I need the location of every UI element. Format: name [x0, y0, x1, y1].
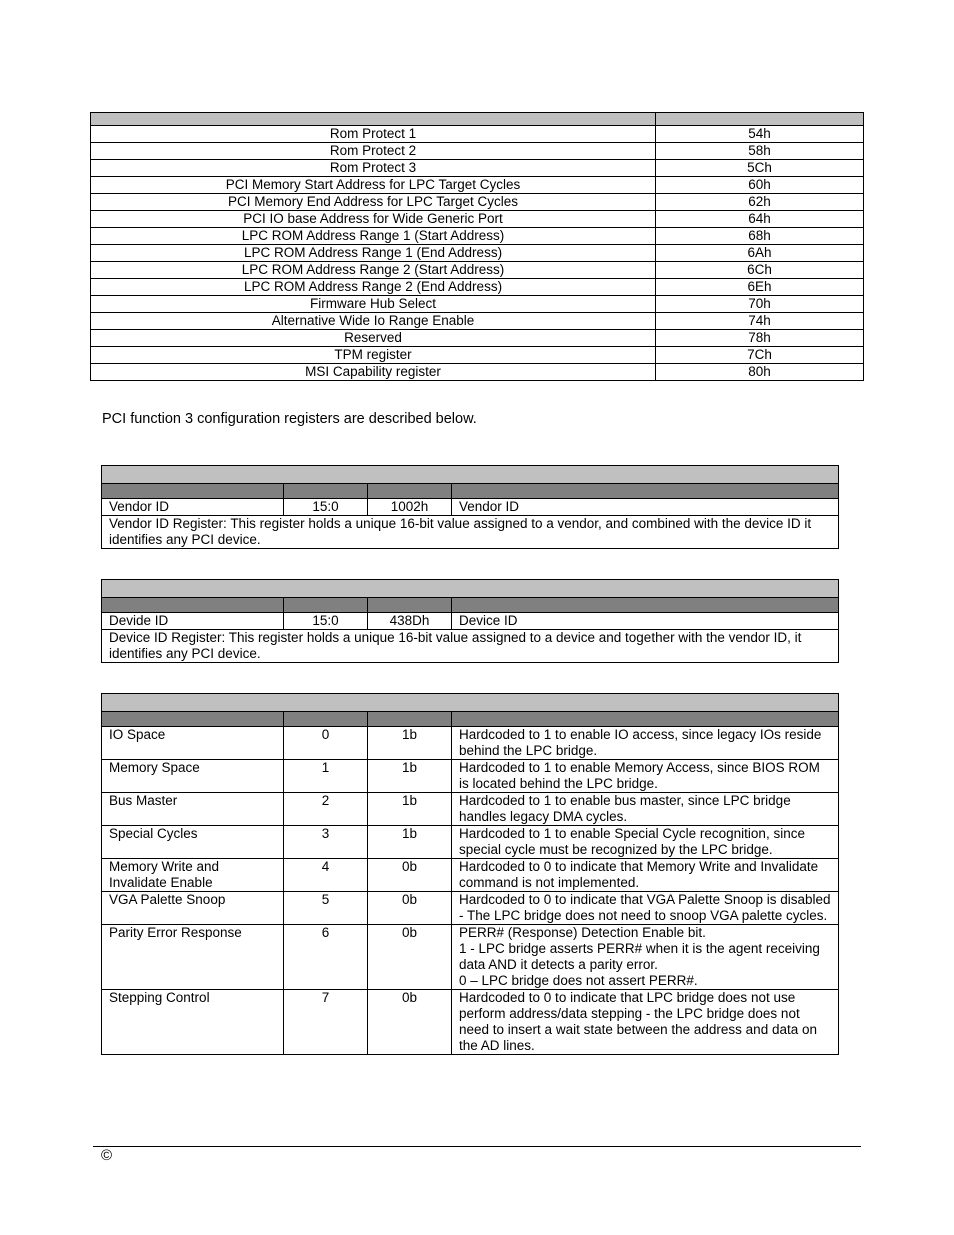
- field-default: 1b: [368, 826, 452, 859]
- register-name: PCI Memory End Address for LPC Target Cycles: [91, 194, 656, 211]
- register-offset: 58h: [656, 143, 864, 160]
- register-name: Firmware Hub Select: [91, 296, 656, 313]
- table-row: [91, 330, 864, 347]
- register-offset: 6Eh: [656, 279, 864, 296]
- table-row: [91, 211, 864, 228]
- table-row: [102, 892, 839, 925]
- field-name: Stepping Control: [102, 990, 284, 1055]
- table-row: [91, 160, 864, 177]
- register-name: Rom Protect 2: [91, 143, 656, 160]
- register-name: Reserved: [91, 330, 656, 347]
- register-offset: 68h: [656, 228, 864, 245]
- field-bit: 7: [284, 990, 368, 1055]
- register-description: Device ID Register: This register holds a unique 16-bit value assigned to a device and together with the vendor ID, it identifies any PCI device.: [102, 630, 839, 663]
- field-description: Hardcoded to 1 to enable bus master, since LPC bridge handles legacy DMA cycles.: [452, 793, 839, 826]
- field-default: 0b: [368, 925, 452, 990]
- field-bit: 1: [284, 760, 368, 793]
- table-row: [102, 859, 839, 892]
- register-map-header-offset: [656, 113, 864, 126]
- table-column-header: [102, 598, 839, 613]
- field-description: Hardcoded to 1 to enable IO access, since legacy IOs reside behind the LPC bridge.: [452, 727, 839, 760]
- register-name: LPC ROM Address Range 2 (End Address): [91, 279, 656, 296]
- field-label: Device ID: [452, 613, 839, 630]
- device-id-table: [101, 579, 839, 663]
- table-row: [102, 516, 839, 549]
- description-line: PERR# (Response) Detection Enable bit.: [459, 925, 706, 940]
- table-row: [91, 364, 864, 381]
- field-name: Memory Write and Invalidate Enable: [102, 859, 284, 892]
- table-row: [91, 194, 864, 211]
- register-name: LPC ROM Address Range 1 (Start Address): [91, 228, 656, 245]
- field-bit: 2: [284, 793, 368, 826]
- table-row: [91, 177, 864, 194]
- table-row: [102, 499, 839, 516]
- table-row: [91, 347, 864, 364]
- register-offset: 54h: [656, 126, 864, 143]
- field-bits: 15:0: [284, 499, 368, 516]
- table-row: [102, 613, 839, 630]
- register-name: Rom Protect 3: [91, 160, 656, 177]
- copyright-symbol: ©: [101, 1147, 113, 1164]
- field-bit: 0: [284, 727, 368, 760]
- register-offset: 60h: [656, 177, 864, 194]
- table-row: [91, 228, 864, 245]
- table-row: [91, 262, 864, 279]
- register-offset: 7Ch: [656, 347, 864, 364]
- field-bit: 3: [284, 826, 368, 859]
- table-row: [91, 143, 864, 160]
- field-bit: 5: [284, 892, 368, 925]
- table-row: [91, 245, 864, 262]
- field-default: 1b: [368, 793, 452, 826]
- register-offset: 80h: [656, 364, 864, 381]
- field-name: Vendor ID: [102, 499, 284, 516]
- register-description: Vendor ID Register: This register holds a unique 16-bit value assigned to a vendor, and combined with the device ID it identifies any PCI device.: [102, 516, 839, 549]
- field-bit: 4: [284, 859, 368, 892]
- table-row: [102, 826, 839, 859]
- table-row: [91, 313, 864, 330]
- field-name: Memory Space: [102, 760, 284, 793]
- footer-divider: [93, 1146, 861, 1147]
- register-name: Rom Protect 1: [91, 126, 656, 143]
- field-description: Hardcoded to 0 to indicate that LPC bridge does not use perform address/data stepping - the LPC bridge does not need to insert a wait state between the address and data on the AD lines.: [452, 990, 839, 1055]
- table-title-bar: [102, 466, 839, 484]
- register-offset: 64h: [656, 211, 864, 228]
- register-offset: 5Ch: [656, 160, 864, 177]
- register-map-header: [91, 113, 864, 126]
- vendor-id-table: [101, 465, 839, 549]
- table-row: [102, 760, 839, 793]
- intro-paragraph: PCI function 3 configuration registers are described below.: [102, 411, 477, 427]
- table-row: [91, 279, 864, 296]
- register-offset: 78h: [656, 330, 864, 347]
- register-name: PCI IO base Address for Wide Generic Port: [91, 211, 656, 228]
- table-row: [102, 727, 839, 760]
- register-name: PCI Memory Start Address for LPC Target Cycles: [91, 177, 656, 194]
- table-column-header: [102, 484, 839, 499]
- table-column-header: [102, 712, 839, 727]
- description-line: 1 - LPC bridge asserts PERR# when it is the agent receiving data AND it detects a parity error.: [459, 941, 820, 972]
- register-offset: 70h: [656, 296, 864, 313]
- table-row: [102, 630, 839, 663]
- field-description: [452, 925, 839, 990]
- table-row: [91, 296, 864, 313]
- field-default: 1002h: [368, 499, 452, 516]
- register-name: Alternative Wide Io Range Enable: [91, 313, 656, 330]
- field-name: Special Cycles: [102, 826, 284, 859]
- field-description: Hardcoded to 1 to enable Special Cycle recognition, since special cycle must be recognized by the LPC bridge.: [452, 826, 839, 859]
- field-default: 0b: [368, 859, 452, 892]
- field-name: Bus Master: [102, 793, 284, 826]
- field-bit: 6: [284, 925, 368, 990]
- field-default: 1b: [368, 727, 452, 760]
- field-name: Parity Error Response: [102, 925, 284, 990]
- register-map-header-name: [91, 113, 656, 126]
- table-row: [102, 793, 839, 826]
- register-offset: 6Ah: [656, 245, 864, 262]
- register-name: LPC ROM Address Range 2 (Start Address): [91, 262, 656, 279]
- field-name: VGA Palette Snoop: [102, 892, 284, 925]
- table-row: [102, 925, 839, 990]
- field-description: Hardcoded to 0 to indicate that Memory Write and Invalidate command is not implemented.: [452, 859, 839, 892]
- register-name: MSI Capability register: [91, 364, 656, 381]
- field-name: Devide ID: [102, 613, 284, 630]
- table-title-bar: [102, 694, 839, 712]
- register-offset: 6Ch: [656, 262, 864, 279]
- field-default: 0b: [368, 892, 452, 925]
- command-register-table: [101, 693, 839, 1055]
- field-default: 0b: [368, 990, 452, 1055]
- register-offset: 62h: [656, 194, 864, 211]
- field-default: 1b: [368, 760, 452, 793]
- table-row: [91, 126, 864, 143]
- field-description: Hardcoded to 1 to enable Memory Access, since BIOS ROM is located behind the LPC bridge.: [452, 760, 839, 793]
- description-line: 0 – LPC bridge does not assert PERR#.: [459, 973, 698, 988]
- field-description: Hardcoded to 0 to indicate that VGA Palette Snoop is disabled - The LPC bridge does not need to snoop VGA palette cycles.: [452, 892, 839, 925]
- table-row: [102, 990, 839, 1055]
- field-bits: 15:0: [284, 613, 368, 630]
- table-title-bar: [102, 580, 839, 598]
- field-label: Vendor ID: [452, 499, 839, 516]
- register-map-table: [90, 112, 864, 381]
- register-name: LPC ROM Address Range 1 (End Address): [91, 245, 656, 262]
- register-name: TPM register: [91, 347, 656, 364]
- register-offset: 74h: [656, 313, 864, 330]
- field-name: IO Space: [102, 727, 284, 760]
- field-default: 438Dh: [368, 613, 452, 630]
